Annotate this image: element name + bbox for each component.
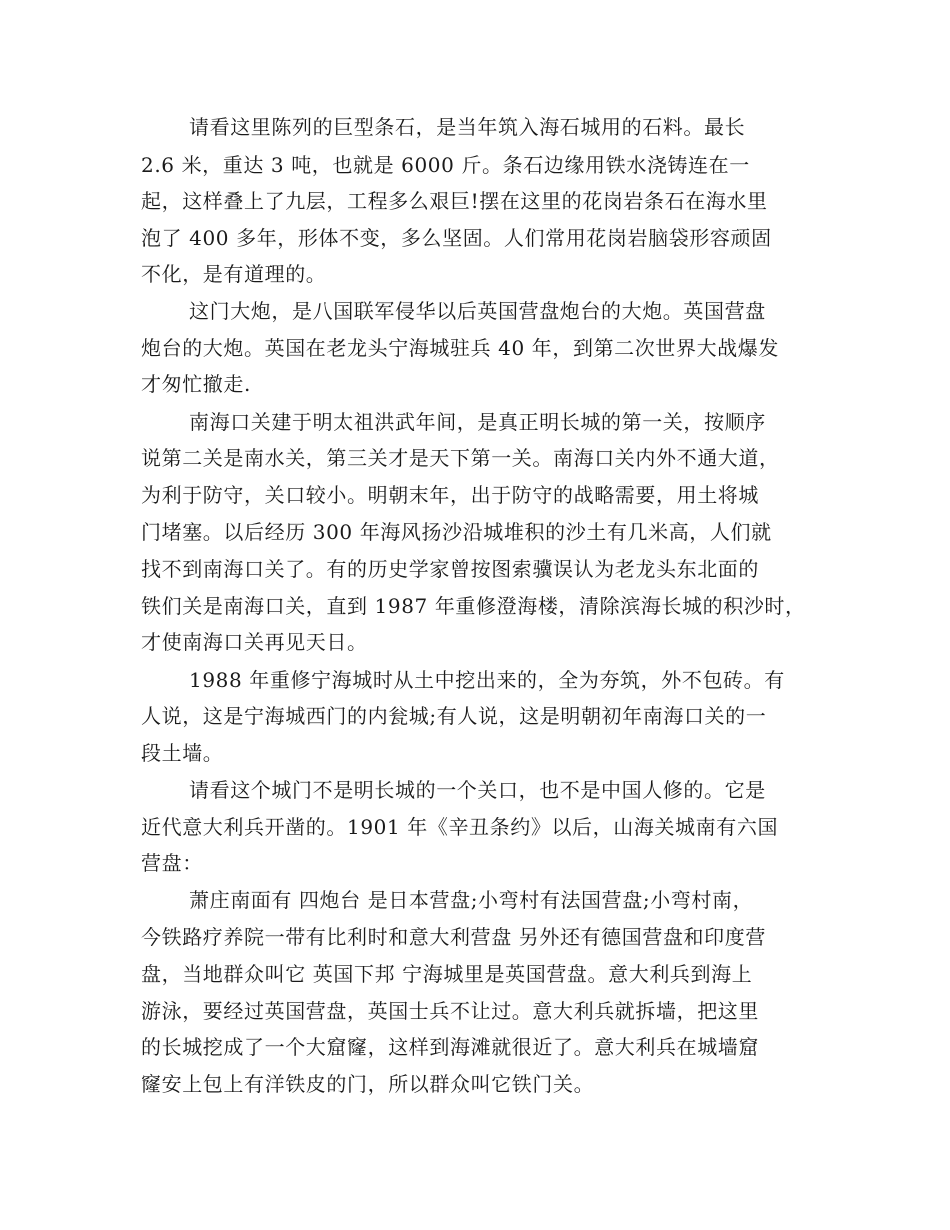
text-line: 为利于防守，关口较小。明朝末年，出于防守的战略需要，用土将城 [141, 483, 759, 507]
text-line: 炮台的大炮。英国在老龙头宁海城驻兵 40 年，到第二次世界大战爆发 [141, 336, 779, 360]
text-line: 的长城挖成了一个大窟窿，这样到海滩就很近了。意大利兵在城墙窟 [141, 1035, 759, 1059]
text-line: 说第二关是南水关，第三关才是天下第一关。南海口关内外不通大道， [141, 446, 780, 470]
text-line: 萧庄南面有 四炮台 是日本营盘;小弯村有法国营盘;小弯村南， [189, 888, 754, 912]
text-line: 南海口关建于明太祖洪武年间，是真正明长城的第一关，按顺序 [189, 410, 766, 434]
text-line: 盘，当地群众叫它 英国下邦 宁海城里是英国营盘。意大利兵到海上 [141, 962, 753, 986]
text-line: 铁们关是南海口关，直到 1987 年重修澄海楼，清除滨海长城的积沙时， [141, 594, 806, 618]
text-line: 找不到南海口关了。有的历史学家曾按图索骥误认为老龙头东北面的 [141, 557, 759, 581]
text-line: 才匆忙撤走. [141, 372, 251, 396]
text-line: 段土墙。 [141, 741, 224, 765]
text-line: 游泳，要经过英国营盘，英国士兵不让过。意大利兵就拆墙，把这里 [141, 999, 759, 1023]
text-line: 近代意大利兵开凿的。1901 年《辛丑条约》以后，山海关城南有六国 [141, 815, 779, 839]
text-line: 泡了 400 多年，形体不变，多么坚固。人们常用花岗岩脑袋形容顽固 [141, 226, 772, 250]
text-line: 请看这里陈列的巨型条石，是当年筑入海石城用的石料。最长 [189, 115, 746, 139]
text-line: 起，这样叠上了九层，工程多么艰巨!摆在这里的花岗岩条石在海水里 [141, 189, 768, 213]
text-line: 人说，这是宁海城西门的内瓮城;有人说，这是明朝初年南海口关的一 [141, 704, 767, 728]
text-line: 请看这个城门不是明长城的一个关口，也不是中国人修的。它是 [189, 778, 766, 802]
text-line: 1988 年重修宁海城时从土中挖出来的，全为夯筑，外不包砖。有 [189, 668, 785, 692]
text-line: 门堵塞。以后经历 300 年海风扬沙沿城堆积的沙土有几米高，人们就 [141, 520, 772, 544]
text-line: 窿安上包上有洋铁皮的门，所以群众叫它铁门关。 [141, 1072, 595, 1096]
text-line: 营盘： [141, 851, 203, 875]
text-line: 这门大炮，是八国联军侵华以后英国营盘炮台的大炮。英国营盘 [189, 299, 766, 323]
text-line: 2.6 米，重达 3 吨，也就是 6000 斤。条石边缘用铁水浇铸连在一 [141, 153, 750, 177]
text-line: 才使南海口关再见天日。 [141, 630, 368, 654]
text-line: 不化，是有道理的。 [141, 262, 327, 286]
text-line: 今铁路疗养院一带有比利时和意大利营盘 另外还有德国营盘和印度营 [141, 925, 766, 949]
